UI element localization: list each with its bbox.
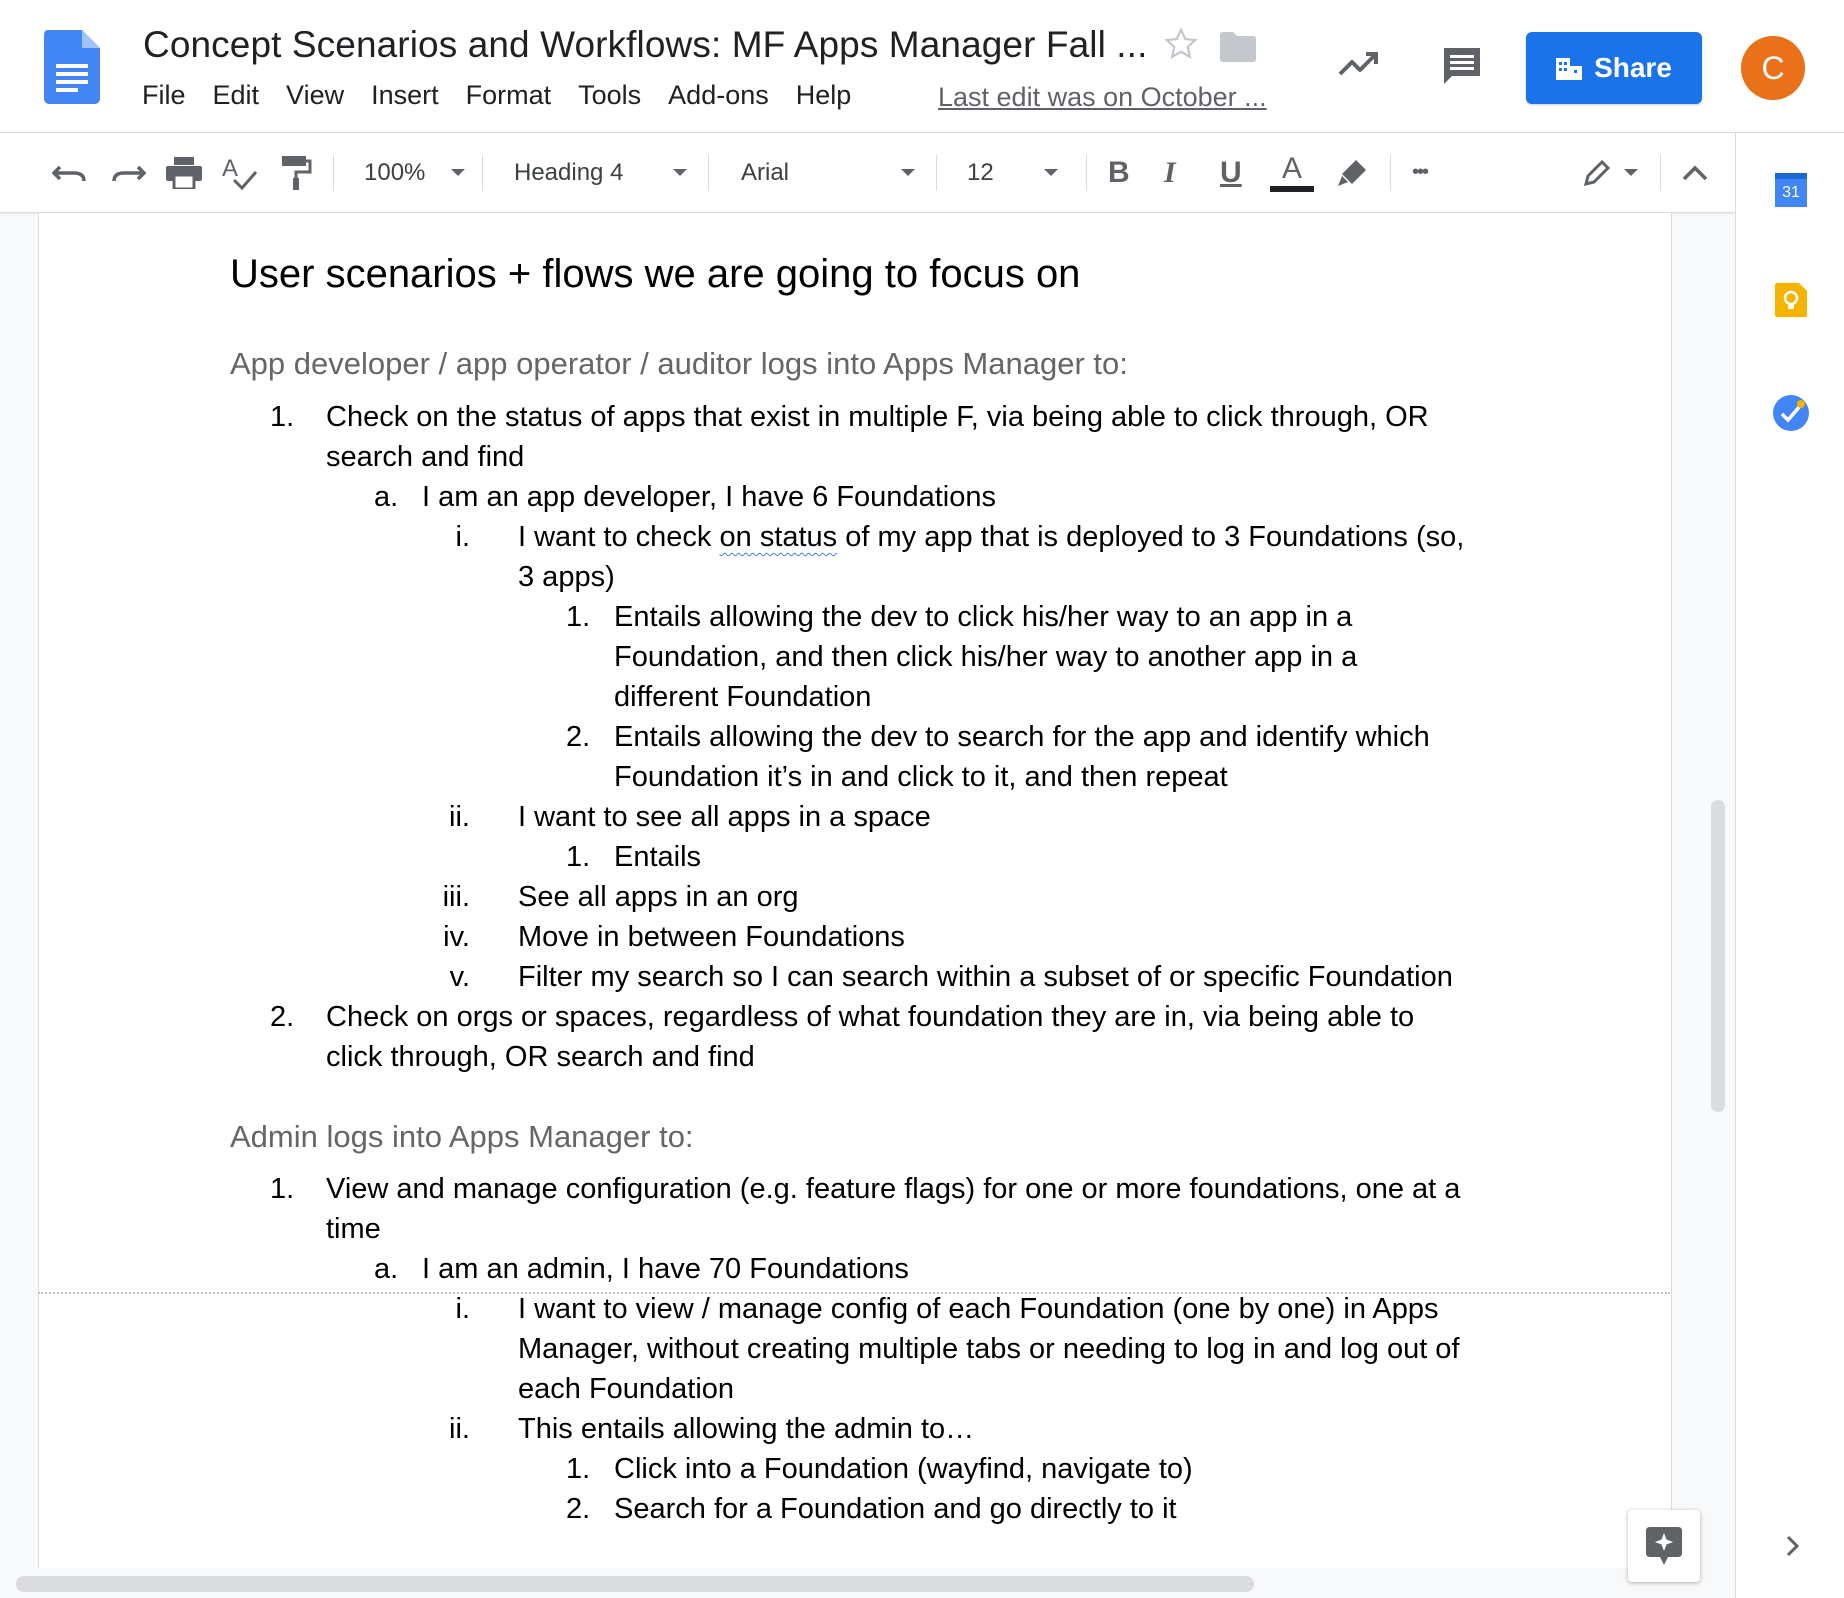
highlighter-icon — [1338, 158, 1368, 188]
list-item-text: Foundation, and then click his/her way to another app in a — [614, 641, 1358, 673]
explore-icon — [1646, 1527, 1682, 1565]
list-item-text: See all apps in an org — [518, 881, 799, 913]
calendar-icon: 31 — [1775, 179, 1807, 207]
spelling-suggestion[interactable]: on status — [719, 521, 838, 553]
list-item-text: I am an admin, I have 70 Foundations — [422, 1253, 909, 1285]
chevron-up-icon — [1682, 165, 1708, 181]
text-segment: of my app that is deployed to 3 Foundations (so, — [837, 521, 1465, 553]
bold-button[interactable]: B — [1108, 155, 1130, 189]
font-size-value: 12 — [967, 158, 994, 186]
menu-bar — [142, 80, 878, 111]
editing-mode-button[interactable] — [1582, 133, 1638, 212]
list-item-text: Entails allowing the dev to search for the app and identify which — [614, 721, 1430, 753]
toolbar-divider — [482, 155, 483, 191]
last-edit-link[interactable]: Last edit was on October ... — [938, 82, 1267, 112]
section-heading-admin: Admin logs into Apps Manager to: — [230, 1119, 694, 1154]
share-button[interactable] — [1526, 32, 1702, 104]
undo-button[interactable] — [52, 133, 88, 212]
chevron-down-icon — [1624, 169, 1638, 176]
font-size-select[interactable] — [967, 133, 1058, 212]
top-bar — [0, 0, 1844, 133]
menu-help[interactable]: Help — [795, 80, 852, 110]
docs-logo-icon[interactable] — [44, 30, 100, 104]
list-marker: 2. — [566, 1493, 591, 1525]
text-color-icon: A — [1281, 151, 1302, 185]
list-item-text: Move in between Foundations — [518, 921, 905, 953]
tasks-icon[interactable] — [1773, 395, 1809, 431]
paragraph-style-value: Heading 4 — [514, 158, 624, 186]
list-item-text: Filter my search so I can search within a subset of or specific Foundation — [518, 961, 1453, 993]
chevron-down-icon — [673, 169, 687, 176]
share-building-icon — [1556, 56, 1582, 80]
menu-insert[interactable]: Insert — [371, 80, 439, 110]
redo-button[interactable] — [110, 133, 146, 212]
print-icon — [166, 157, 202, 189]
undo-icon — [52, 161, 88, 185]
list-marker: ii. — [449, 801, 470, 833]
italic-button[interactable]: I — [1164, 155, 1176, 189]
list-item-text: Manager, without creating multiple tabs or needing to log in and log out of — [518, 1333, 1460, 1365]
document-heading: User scenarios + flows we are going to focus on — [230, 252, 1081, 296]
list-item-text: Foundation it’s in and click to it, and then repeat — [614, 761, 1228, 793]
text-segment: I want to check — [518, 521, 720, 553]
list-item-text: I want to see all apps in a space — [518, 801, 931, 833]
list-marker: 1. — [566, 1453, 591, 1485]
list-marker: 2. — [270, 1001, 295, 1033]
more-options-button[interactable]: ••• — [1412, 161, 1428, 183]
list-marker: iv. — [443, 921, 470, 953]
list-marker: 1. — [270, 401, 295, 433]
toolbar-divider — [1086, 155, 1087, 191]
list-item-text: View and manage configuration (e.g. feature flags) for one or more foundations, one at a — [326, 1173, 1461, 1205]
text-color-swatch — [1270, 186, 1314, 192]
list-marker: i. — [455, 1293, 470, 1325]
list-marker: 2. — [566, 721, 591, 753]
keep-icon[interactable] — [1775, 283, 1807, 317]
text-color-button[interactable] — [1270, 133, 1314, 212]
list-item-text: each Foundation — [518, 1373, 735, 1405]
svg-text:A: A — [222, 155, 239, 182]
paragraph-style-select[interactable] — [514, 133, 687, 212]
list-item-text: Search for a Foundation and go directly to it — [614, 1493, 1177, 1525]
section-heading-developer: App developer / app operator / auditor logs into Apps Manager to: — [230, 346, 1128, 381]
list-item-text: 3 apps) — [518, 561, 615, 593]
font-value: Arial — [741, 158, 790, 186]
list-item-text: Entails allowing the dev to click his/her way to an app in a — [614, 601, 1353, 633]
menu-edit[interactable]: Edit — [212, 80, 260, 110]
side-panel — [1735, 133, 1844, 1598]
spellcheck-button[interactable] — [222, 133, 258, 212]
zoom-value: 100% — [364, 158, 426, 186]
toolbar-divider — [333, 155, 334, 191]
explore-button[interactable] — [1628, 1510, 1700, 1582]
list-marker: 1. — [270, 1173, 295, 1205]
list-item-text: different Foundation — [614, 681, 872, 713]
list-marker: 1. — [566, 601, 591, 633]
calendar-button[interactable] — [1775, 173, 1807, 207]
chevron-down-icon — [451, 169, 465, 176]
underline-button[interactable]: U — [1220, 155, 1242, 189]
list-item-text: click through, OR search and find — [326, 1041, 755, 1073]
paint-format-button[interactable] — [282, 133, 312, 212]
list-item-text: I want to view / manage config of each Foundation (one by one) in Apps — [518, 1293, 1439, 1325]
list-marker: ii. — [449, 1413, 470, 1445]
list-item-text — [518, 521, 1464, 554]
toolbar-divider — [708, 155, 709, 191]
font-select[interactable] — [741, 133, 915, 212]
formatting-toolbar — [0, 133, 1735, 213]
document-title[interactable]: Concept Scenarios and Workflows: MF Apps Manager Fall ... — [143, 24, 1148, 65]
share-label: Share — [1594, 52, 1672, 83]
list-marker: 1. — [566, 841, 591, 873]
redo-icon — [110, 161, 146, 185]
menu-format[interactable]: Format — [465, 80, 552, 110]
star-icon[interactable] — [1163, 26, 1199, 62]
activity-trend-icon[interactable] — [1338, 48, 1380, 78]
toolbar-divider — [936, 155, 937, 191]
highlight-button[interactable] — [1338, 133, 1368, 212]
list-item-text: Click into a Foundation (wayfind, navigate to) — [614, 1453, 1193, 1485]
list-marker: a. — [374, 481, 399, 513]
list-item-text: Entails — [614, 841, 702, 873]
menu-tools[interactable]: Tools — [578, 80, 642, 110]
horizontal-scrollbar[interactable] — [16, 1576, 1254, 1592]
chevron-down-icon — [901, 169, 915, 176]
toolbar-divider — [1390, 155, 1391, 191]
menu-view[interactable]: View — [286, 80, 345, 110]
list-item-text: I am an app developer, I have 6 Foundations — [422, 481, 996, 513]
list-marker: v. — [449, 961, 470, 993]
list-item-text: This entails allowing the admin to… — [518, 1413, 975, 1445]
list-marker: i. — [455, 521, 470, 553]
list-item-text: Check on orgs or spaces, regardless of what foundation they are in, via being able to — [326, 1001, 1415, 1033]
toolbar-divider — [1660, 155, 1661, 191]
spellcheck-icon — [222, 156, 258, 190]
list-item-text: search and find — [326, 441, 525, 473]
folder-icon[interactable] — [1220, 32, 1256, 62]
list-marker: iii. — [442, 881, 470, 913]
pencil-icon — [1582, 158, 1612, 188]
list-item-text: Check on the status of apps that exist in multiple F, via being able to click through, OR — [326, 401, 1429, 433]
collapse-menus-button[interactable] — [1682, 133, 1708, 212]
menu-add-ons[interactable]: Add-ons — [668, 80, 769, 110]
paint-format-icon — [282, 156, 312, 190]
account-avatar[interactable]: C — [1741, 36, 1805, 100]
list-marker: a. — [374, 1253, 399, 1285]
chevron-down-icon — [1044, 169, 1058, 176]
menu-file[interactable]: File — [142, 80, 186, 110]
list-item-text: time — [326, 1213, 381, 1245]
vertical-scrollbar[interactable] — [1711, 800, 1725, 1112]
print-button[interactable] — [166, 133, 202, 212]
chevron-right-icon[interactable] — [1786, 1535, 1800, 1557]
comment-icon[interactable] — [1440, 44, 1484, 88]
zoom-select[interactable] — [364, 133, 465, 212]
